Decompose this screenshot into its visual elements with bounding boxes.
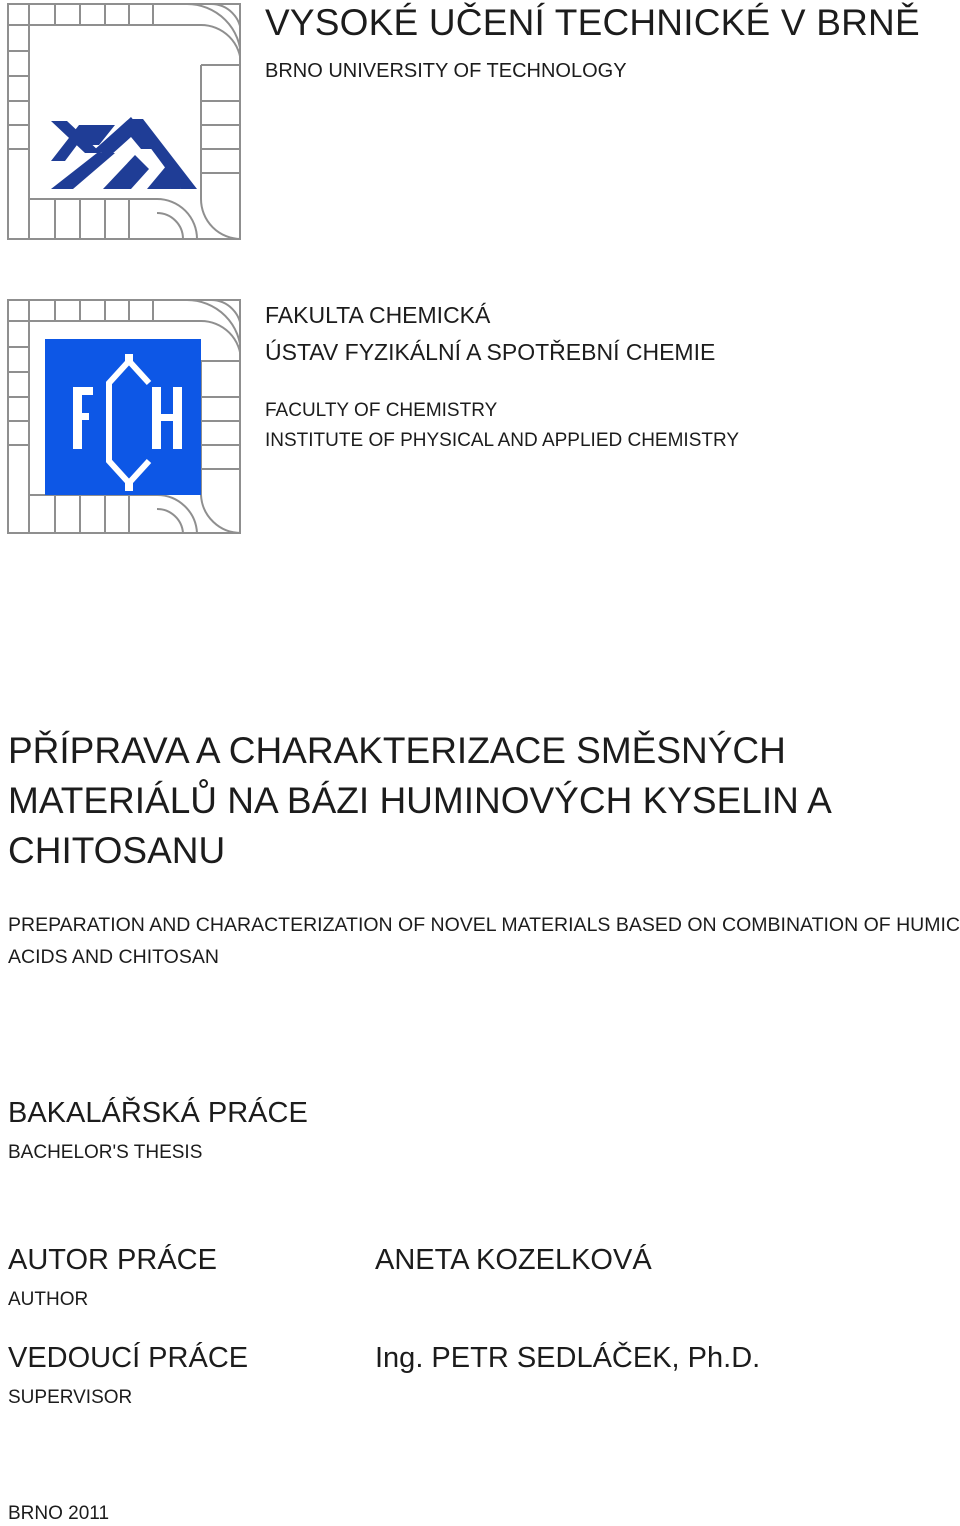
university-name-en: BRNO UNIVERSITY OF TECHNOLOGY: [265, 60, 627, 82]
author-label-cz: AUTOR PRÁCE: [8, 1244, 217, 1276]
thesis-title-en: PREPARATION AND CHARACTERIZATION OF NOVEL MATERIALS BASED ON COMBINATION OF HUMIC ACIDS AND CHITOSAN: [8, 914, 960, 968]
thesis-type-en: BACHELOR'S THESIS: [8, 1142, 203, 1163]
thesis-title-cz: PŘÍPRAVA A CHARAKTERIZACE SMĚSNÝCH MATERIÁLŮ NA BÁZI HUMINOVÝCH KYSELIN A CHITOSANU: [8, 730, 830, 871]
faculty-name-cz: FAKULTA CHEMICKÁ: [265, 302, 491, 328]
supervisor-label-en: SUPERVISOR: [8, 1387, 133, 1408]
author-name: ANETA KOZELKOVÁ: [375, 1244, 652, 1276]
institute-name-en: INSTITUTE OF PHYSICAL AND APPLIED CHEMISTRY: [265, 430, 740, 451]
thesis-type-cz: BAKALÁŘSKÁ PRÁCE: [8, 1097, 308, 1129]
place-year: BRNO 2011: [8, 1503, 110, 1524]
university-logo-icon: [7, 3, 241, 241]
supervisor-name: Ing. PETR SEDLÁČEK, Ph.D.: [375, 1342, 761, 1374]
supervisor-label-cz: VEDOUCÍ PRÁCE: [8, 1342, 249, 1374]
institute-name-cz: ÚSTAV FYZIKÁLNÍ A SPOTŘEBNÍ CHEMIE: [265, 339, 716, 365]
university-name-cz: VYSOKÉ UČENÍ TECHNICKÉ V BRNĚ: [265, 2, 920, 43]
faculty-logo-icon: [7, 299, 241, 535]
author-label-en: AUTHOR: [8, 1289, 89, 1310]
faculty-name-en: FACULTY OF CHEMISTRY: [265, 400, 498, 421]
